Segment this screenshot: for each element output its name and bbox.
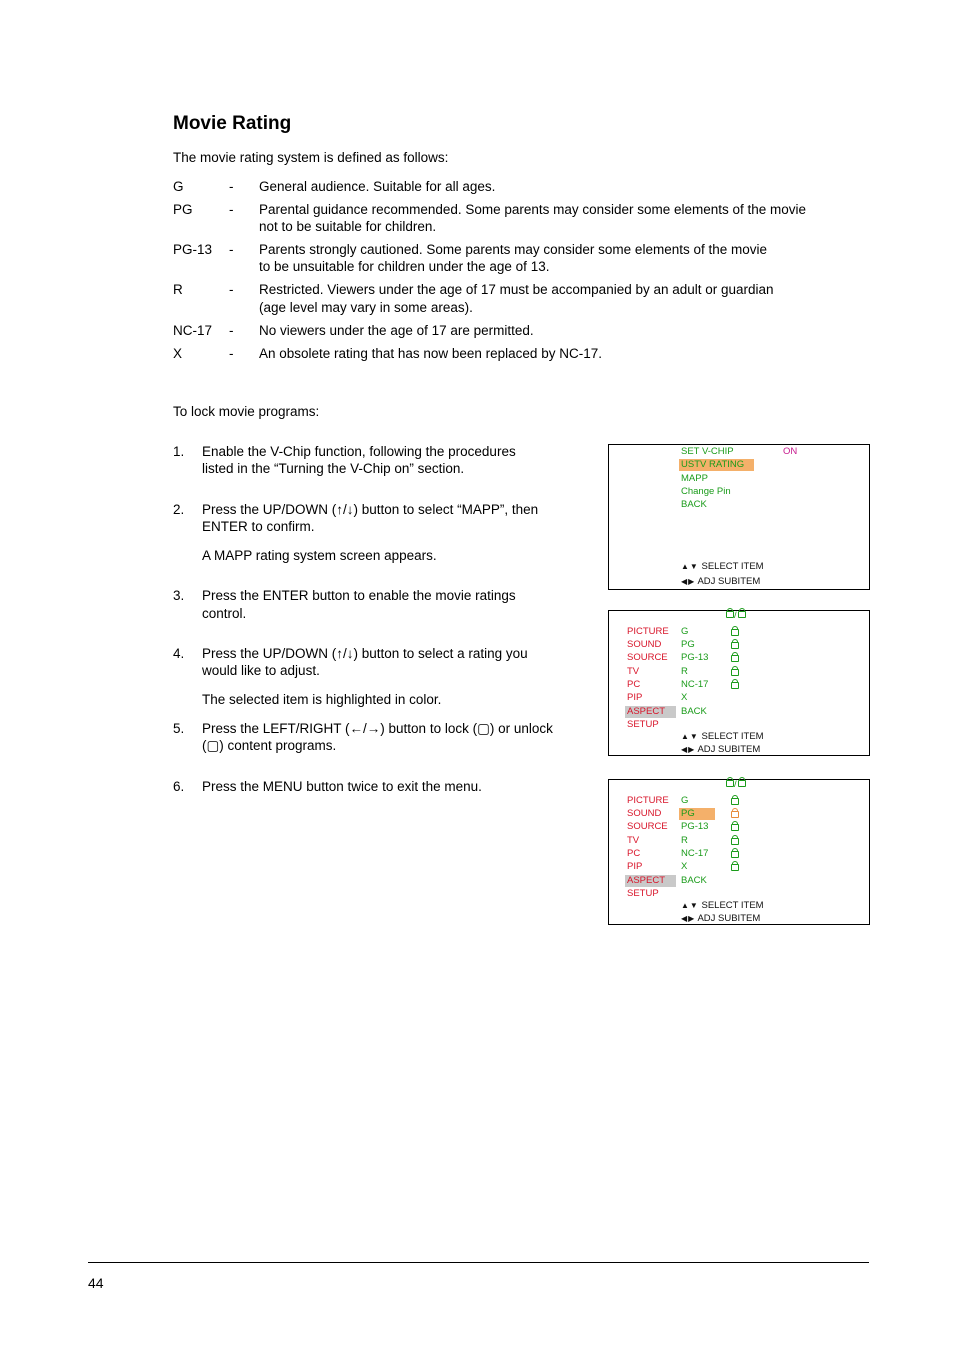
step-note: The selected item is highlighted in color. (202, 692, 442, 707)
menu-setup[interactable]: SETUP (627, 888, 659, 899)
unlock-icon[interactable] (730, 823, 739, 835)
menu-sound[interactable]: SOUND (627, 639, 662, 650)
def-dash: - (229, 179, 234, 194)
def-dash: - (229, 346, 234, 361)
menu-pip[interactable]: PIP (627, 692, 643, 703)
rating-nc17[interactable]: NC-17 (681, 679, 709, 690)
menu-pc[interactable]: PC (627, 679, 641, 690)
rating-pg-selected[interactable]: PG (679, 808, 715, 820)
step-number: 4. (173, 646, 185, 661)
up-down-arrows-icon: ▲▼ (681, 562, 699, 571)
def-dash: - (229, 282, 234, 297)
def-desc: not to be suitable for children. (259, 219, 437, 234)
menu-source[interactable]: SOURCE (627, 652, 668, 663)
rating-back[interactable]: BACK (681, 875, 707, 886)
lock-unlock-header (725, 610, 746, 622)
page-number: 44 (88, 1275, 104, 1291)
def-desc: No viewers under the age of 17 are permitted. (259, 323, 534, 338)
rating-nc17[interactable]: NC-17 (681, 848, 709, 859)
step-number: 1. (173, 444, 185, 459)
unlock-icon[interactable] (730, 863, 739, 875)
menu-item-ustv-rating[interactable]: USTV RATING (679, 459, 754, 471)
step-text: ENTER to confirm. (202, 519, 315, 534)
rating-g[interactable]: G (681, 795, 689, 806)
menu-item-mapp[interactable]: MAPP (681, 473, 708, 484)
menu-item-back[interactable]: BACK (681, 499, 707, 510)
left-right-arrows-icon: ◀▶ (681, 577, 696, 586)
mapp-rating-screen-selected (608, 779, 870, 925)
step-note: A MAPP rating system screen appears. (202, 548, 437, 563)
hint-adj-label: ADJ SUBITEM (697, 913, 761, 924)
def-desc: Parental guidance recommended. Some parents may consider some elements of the movie (259, 202, 807, 217)
def-dash: - (229, 242, 234, 257)
up-down-arrows-icon: ▲▼ (681, 901, 699, 910)
rating-pg13[interactable]: PG-13 (681, 652, 709, 663)
up-down-arrows-icon: ▲▼ (681, 732, 699, 741)
step-text: Press the MENU button twice to exit the menu. (202, 779, 482, 794)
page-title: Movie Rating (173, 113, 292, 134)
def-desc: General audience. Suitable for all ages. (259, 179, 496, 194)
menu-source[interactable]: SOURCE (627, 821, 668, 832)
menu-item-change-pin[interactable]: Change Pin (681, 486, 731, 497)
footer-divider (88, 1262, 869, 1263)
def-term: PG (173, 202, 193, 217)
left-right-arrows-icon: ◀▶ (681, 745, 696, 754)
vchip-menu-screen (608, 444, 870, 590)
menu-setup[interactable]: SETUP (627, 719, 659, 730)
header-separator: / (734, 610, 737, 621)
lock-intro-text: To lock movie programs: (173, 404, 320, 419)
rating-r[interactable]: R (681, 835, 688, 846)
unlock-icon (738, 611, 746, 618)
hint-select-item (681, 900, 764, 912)
step-text: Press the UP/DOWN (↑/↓) button to select a rating you (202, 646, 528, 661)
menu-aspect[interactable]: ASPECT (625, 875, 676, 887)
menu-sound[interactable]: SOUND (627, 808, 662, 819)
step-text: Press the ENTER button to enable the movie ratings (202, 588, 516, 603)
def-term: PG-13 (173, 242, 213, 257)
def-desc: to be unsuitable for children under the age of 13. (259, 259, 550, 274)
lock-icon (726, 611, 734, 618)
menu-picture[interactable]: PICTURE (627, 626, 669, 637)
def-desc: (age level may vary in some areas). (259, 300, 473, 315)
step-text: Enable the V-Chip function, following the procedures (202, 444, 516, 459)
hint-adj-subitem (681, 913, 760, 925)
menu-tv[interactable]: TV (627, 666, 640, 677)
step-number: 6. (173, 779, 185, 794)
step-text: listed in the “Turning the V-Chip on” section. (202, 461, 465, 476)
vchip-status: ON (783, 446, 798, 457)
step-text: would like to adjust. (202, 663, 320, 678)
hint-select-label: SELECT ITEM (701, 731, 764, 742)
left-right-arrows-icon: ◀▶ (681, 914, 696, 923)
header-separator: / (734, 779, 737, 790)
menu-picture[interactable]: PICTURE (627, 795, 669, 806)
rating-g[interactable]: G (681, 626, 689, 637)
hint-select-item (681, 561, 764, 573)
mapp-rating-screen (608, 610, 870, 756)
hint-select-label: SELECT ITEM (701, 561, 764, 572)
def-term: NC-17 (173, 323, 213, 338)
def-dash: - (229, 202, 234, 217)
menu-item-set-vchip[interactable]: SET V-CHIP (681, 446, 734, 457)
def-dash: - (229, 323, 234, 338)
step-number: 2. (173, 502, 185, 517)
menu-tv[interactable]: TV (627, 835, 640, 846)
step-number: 3. (173, 588, 185, 603)
rating-x[interactable]: X (681, 692, 688, 703)
hint-adj-label: ADJ SUBITEM (697, 576, 761, 587)
step-number: 5. (173, 721, 185, 736)
rating-pg[interactable]: PG (681, 639, 695, 650)
hint-select-label: SELECT ITEM (701, 900, 764, 911)
rating-back[interactable]: BACK (681, 706, 707, 717)
rating-r[interactable]: R (681, 666, 688, 677)
hint-select-item (681, 731, 764, 743)
step-text: (▢) content programs. (202, 738, 337, 753)
rating-pg13[interactable]: PG-13 (681, 821, 709, 832)
unlock-icon[interactable] (730, 681, 739, 693)
rating-x[interactable]: X (681, 861, 688, 872)
hint-adj-subitem (681, 576, 760, 588)
menu-pip[interactable]: PIP (627, 861, 643, 872)
def-desc: Parents strongly cautioned. Some parents may consider some elements of the movie (259, 242, 768, 257)
intro-text: The movie rating system is defined as follows: (173, 150, 449, 165)
menu-pc[interactable]: PC (627, 848, 641, 859)
lock-icon (726, 780, 734, 787)
def-term: X (173, 346, 183, 361)
step-text: Press the LEFT/RIGHT (←/→) button to lock (▢) or unlock (202, 721, 553, 736)
unlock-icon[interactable] (730, 654, 739, 666)
def-term: R (173, 282, 183, 297)
lock-unlock-header (725, 779, 746, 791)
step-text: Press the UP/DOWN (↑/↓) button to select “MAPP”, then (202, 502, 539, 517)
def-desc: Restricted. Viewers under the age of 17 must be accompanied by an adult or guardian (259, 282, 774, 297)
step-text: control. (202, 606, 247, 621)
hint-adj-label: ADJ SUBITEM (697, 744, 761, 755)
menu-aspect[interactable]: ASPECT (625, 706, 676, 718)
unlock-icon (738, 780, 746, 787)
def-desc: An obsolete rating that has now been replaced by NC-17. (259, 346, 602, 361)
def-term: G (173, 179, 184, 194)
hint-adj-subitem (681, 744, 760, 756)
